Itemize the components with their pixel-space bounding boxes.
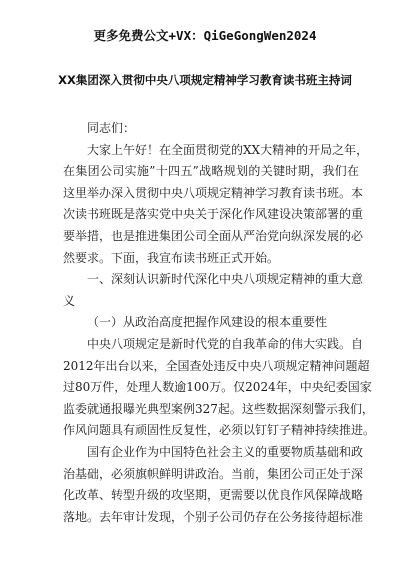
paragraph-line: 监委就通报曝光典型案例327起。这些数据深刻警示我们， bbox=[63, 401, 374, 416]
document-title: XX集团深入贯彻中央八项规定精神学习教育读书班主持词 bbox=[58, 73, 352, 87]
paragraph-line: 在集团公司实施”十四五”战略规划的关键时期，我们在 bbox=[63, 164, 359, 179]
promo-banner: 更多免费公文+VX：QiGeGongWen2024 bbox=[93, 28, 317, 43]
salutation: 同志们： bbox=[87, 121, 136, 135]
paragraph-line: 过80万件，处理人数逾100万。仅2024年，中央纪委国家 bbox=[63, 380, 372, 395]
paragraph-line: 这里举办深入贯彻中央八项规定精神学习教育读书班。本 bbox=[63, 185, 364, 200]
document-body bbox=[63, 118, 376, 528]
paragraph-line: 化改革、转型升级的攻坚期，更需要以优良作风保障战略 bbox=[63, 488, 364, 503]
paragraph-line: 大家上午好！在全面贯彻党的XX大精神的开局之年， bbox=[87, 142, 369, 157]
paragraph-line: 中央八项规定是新时代党的自我革命的伟大实践。自 bbox=[87, 336, 364, 351]
paragraph-line: 治基础，必须旗帜鲜明讲政治。当前，集团公司正处于深 bbox=[63, 466, 364, 481]
paragraph-line: 要举措，也是推进集团公司全面从严治党向纵深发展的必 bbox=[63, 228, 364, 243]
paragraph-line: 国有企业作为中国特色社会主义的重要物质基础和政 bbox=[87, 444, 364, 459]
subsection-heading: （一）从政治高度把握作风建设的根本重要性 bbox=[87, 315, 328, 330]
section-heading-line: 一、深刻认识新时代深化中央八项规定精神的重大意 bbox=[87, 272, 364, 287]
paragraph-line: 作风问题具有顽固性反复性，必须以钉钉子精神持续推进。 bbox=[63, 423, 376, 438]
paragraph-line: 落地。去年审计发现，个别子公司仍存在公务接待超标准 bbox=[63, 509, 364, 524]
paragraph-line: 次读书班既是落实党中央关于深化作风建设决策部署的重 bbox=[63, 207, 364, 222]
section-heading-line: 义 bbox=[63, 293, 76, 308]
paragraph-line: 2012年出台以来，全国查处违反中央八项规定精神问题超 bbox=[63, 358, 370, 373]
paragraph-line: 然要求。下面，我宣布读书班正式开始。 bbox=[63, 250, 280, 265]
